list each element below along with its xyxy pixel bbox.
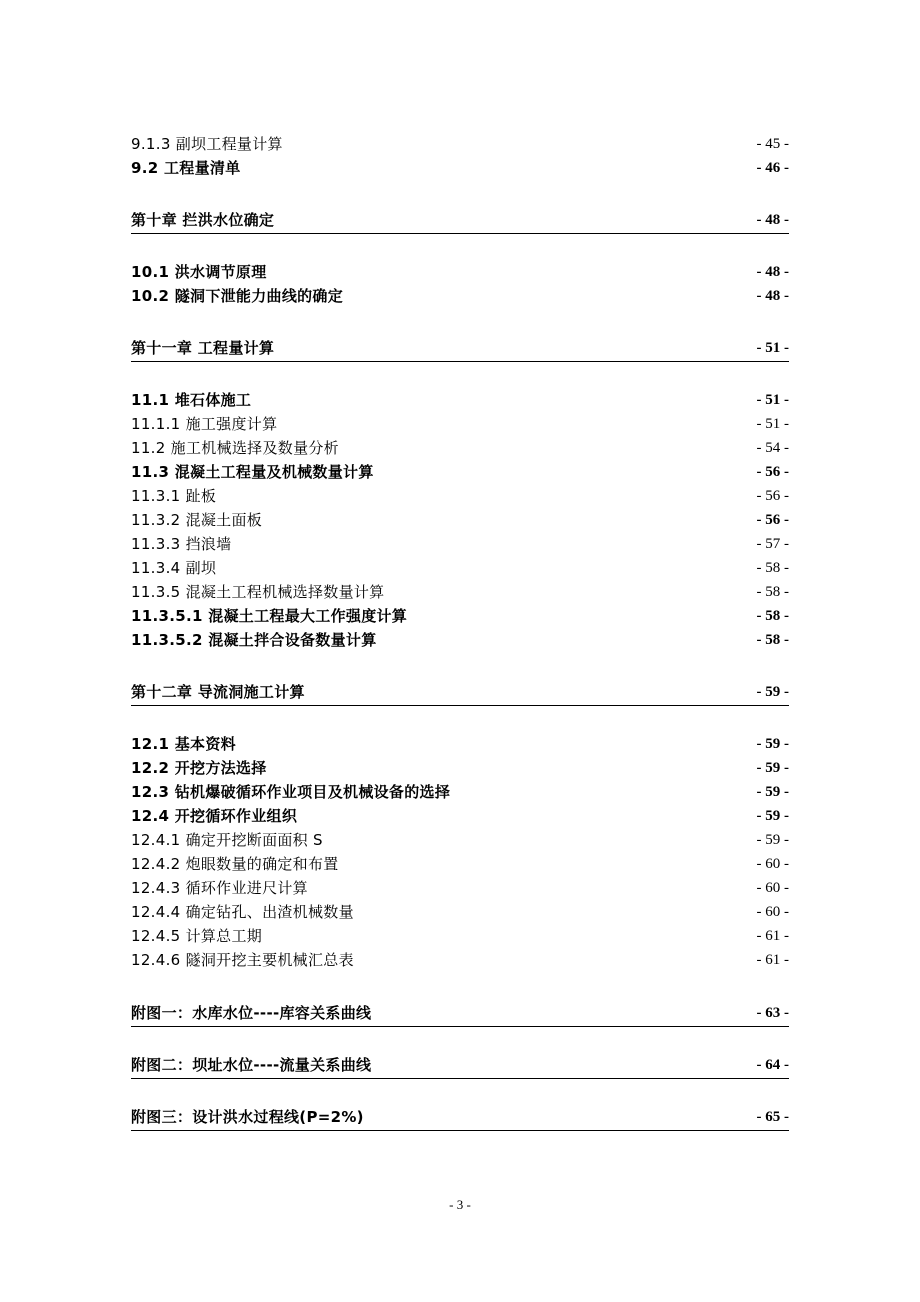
toc-entry[interactable] [131,604,789,628]
toc-title: 第十一章 工程量计算 [131,339,275,357]
toc-chapter[interactable] [131,207,789,234]
toc-page: - 61 - [756,952,789,968]
toc-entry[interactable] [131,756,789,780]
toc-page: - 60 - [756,904,789,920]
toc-entry[interactable] [131,628,789,652]
toc-page: - 59 - [756,684,789,700]
toc-title: 12.4.3 循环作业进尺计算 [131,879,308,897]
toc-title: 附图二：坝址水位----流量关系曲线 [131,1056,372,1074]
toc-page: - 60 - [756,856,789,872]
toc-page: - 59 - [756,832,789,848]
toc-entry[interactable] [131,508,789,532]
toc-title: 12.3 钻机爆破循环作业项目及机械设备的选择 [131,783,451,801]
toc-page: - 58 - [756,608,789,624]
toc-entry[interactable] [131,484,789,508]
toc-title: 11.3.2 混凝土面板 [131,511,263,529]
toc-entry[interactable] [131,900,789,924]
toc-page: - 45 - [756,136,789,152]
toc-title: 11.2 施工机械选择及数量分析 [131,439,339,457]
toc-title: 11.1 堆石体施工 [131,391,252,409]
toc-entry[interactable] [131,804,789,828]
toc-page: - 59 - [756,784,789,800]
toc-page: - 65 - [756,1109,789,1125]
toc-page: - 56 - [756,464,789,480]
toc-page: - 48 - [756,288,789,304]
toc-page: - 54 - [756,440,789,456]
toc-page: - 59 - [756,736,789,752]
toc-entry[interactable] [131,556,789,580]
page-number-footer: - 3 - [449,1197,471,1212]
toc-title: 9.2 工程量清单 [131,159,241,177]
toc-entry[interactable] [131,412,789,436]
toc-title: 12.4.6 隧洞开挖主要机械汇总表 [131,951,354,969]
toc-title: 12.4.4 确定钻孔、出渣机械数量 [131,903,354,921]
toc-entry[interactable] [131,924,789,948]
toc-page: - 58 - [756,632,789,648]
toc-entry[interactable] [131,132,789,156]
toc-entry[interactable] [131,532,789,556]
toc-page: - 59 - [756,760,789,776]
toc-page: - 60 - [756,880,789,896]
toc-chapter[interactable] [131,679,789,706]
toc-page: - 51 - [756,340,789,356]
toc-entry[interactable] [131,948,789,972]
toc-title: 11.3.5 混凝土工程机械选择数量计算 [131,583,385,601]
toc-entry[interactable] [131,460,789,484]
toc-entry[interactable] [131,876,789,900]
toc-entry[interactable] [131,852,789,876]
toc-entry[interactable] [131,436,789,460]
toc-entry[interactable] [131,284,789,308]
toc-page: - 58 - [756,584,789,600]
toc-page: - 56 - [756,488,789,504]
toc-page: - 57 - [756,536,789,552]
toc-chapter[interactable] [131,335,789,362]
toc-entry[interactable] [131,388,789,412]
toc-title: 12.4.1 确定开挖断面面积 S [131,831,323,849]
toc-appendix[interactable] [131,1000,789,1027]
toc-title: 11.3.3 挡浪墙 [131,535,232,553]
toc-title: 9.1.3 副坝工程量计算 [131,135,283,153]
toc-page: - 63 - [756,1005,789,1021]
toc-title: 11.3.5.1 混凝土工程最大工作强度计算 [131,607,408,625]
toc-entry[interactable] [131,828,789,852]
toc-title: 11.3.5.2 混凝土拌合设备数量计算 [131,631,377,649]
toc-appendix[interactable] [131,1104,789,1131]
toc-title: 第十二章 导流洞施工计算 [131,683,305,701]
toc-appendix[interactable] [131,1052,789,1079]
toc-title: 12.4.2 炮眼数量的确定和布置 [131,855,339,873]
toc-title: 11.3.4 副坝 [131,559,217,577]
toc-title: 12.1 基本资料 [131,735,236,753]
toc-title: 12.2 开挖方法选择 [131,759,267,777]
toc-title: 11.3 混凝土工程量及机械数量计算 [131,463,374,481]
toc-page: - 51 - [756,416,789,432]
toc-entry[interactable] [131,156,789,180]
toc-page: - 59 - [756,808,789,824]
toc-title: 附图一：水库水位----库容关系曲线 [131,1004,372,1022]
toc-title: 12.4.5 计算总工期 [131,927,263,945]
toc-page: - 64 - [756,1057,789,1073]
toc-title: 11.3.1 趾板 [131,487,217,505]
toc-title: 12.4 开挖循环作业组织 [131,807,298,825]
toc-page: - 58 - [756,560,789,576]
toc-entry[interactable] [131,580,789,604]
toc-entry[interactable] [131,780,789,804]
toc-title: 10.2 隧洞下泄能力曲线的确定 [131,287,344,305]
toc-title: 附图三：设计洪水过程线(P=2%) [131,1108,364,1126]
toc-page: - 48 - [756,212,789,228]
toc-title: 10.1 洪水调节原理 [131,263,267,281]
toc-page: - 46 - [756,160,789,176]
toc-page: - 56 - [756,512,789,528]
toc-title: 第十章 拦洪水位确定 [131,211,275,229]
toc-page: - 51 - [756,392,789,408]
toc-entry[interactable] [131,732,789,756]
toc-title: 11.1.1 施工强度计算 [131,415,278,433]
toc-page: - 48 - [756,264,789,280]
toc-page: - 61 - [756,928,789,944]
toc-entry[interactable] [131,260,789,284]
